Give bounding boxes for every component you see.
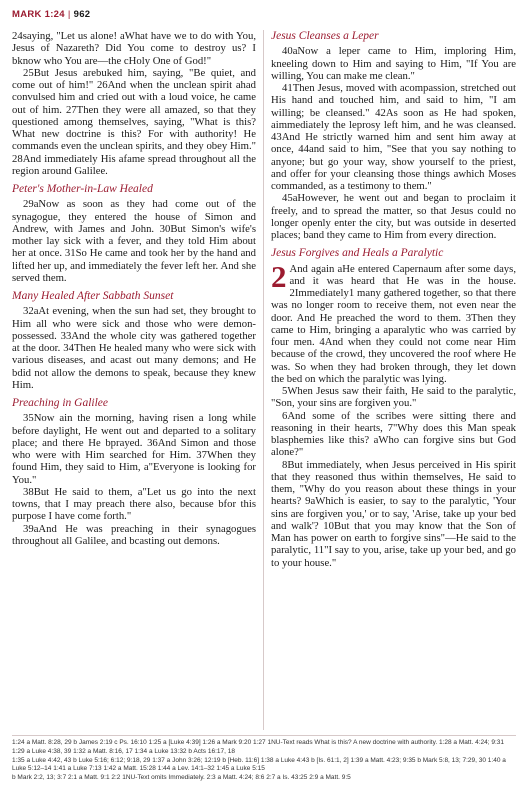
section-heading: Preaching in Galilee [12, 397, 109, 409]
verse-paragraph: 8But immediately, when Jesus perceived in His spirit that they reasoned thus within themselves, He said to them, "Why do you reason about these things in your hearts? 9aWhich is easier, to say to the paralytic, 'Your sins are forgiven you,' or to say, 'Arise, take up your bed and walk'? 10But that you may know that the Son of Man has power on earth to forgive sins"—He said to the paralytic, 11"I say to you, arise, take up your bed, and go to your house." [271, 458, 516, 569]
footnote-line: 1:24 a Matt. 8:28, 29 b James 2:19 c Ps. 16:10 1:25 a [Luke 4:39] 1:26 a Mark 9:20 1:27 1NU-Text reads What is this? A new doctrine with authority. 1:28 a Matt. 4:24; 9:31 1:29 a Luke 4:38, 39 1:32 a Matt. 8:16, 17 1:34 a Luke 13:32 b Acts 16:17, 18 [12, 739, 504, 755]
column-divider [263, 30, 264, 730]
verse-paragraph: 32aAt evening, when the sun had set, they brought to Him all who were sick and those who were demon-possessed. 33And the whole city was gathered together at the door. 34Then He healed many who were sick with various diseases, and acast out many demons; and He bdid not allow the demons to speak, because they knew Him. [12, 305, 256, 391]
chapter-number: 2 [271, 258, 287, 294]
footnote-line: b Mark 2:2, 13; 3:7 2:1 a Matt. 9:1 2:2 1NU-Text omits Immediately. 2:3 a Matt. 4:24; 8:6 2:7 a Is. 43:25 2:9 a Matt. 9:5 [12, 774, 351, 782]
verse-paragraph: 41Then Jesus, moved with acompassion, stretched out His hand and touched him, and said to him, "I am willing; be cleansed." 42As soon as He had spoken, aimmediately the leprosy left him, and he was cleansed. 43And He strictly warned him and sent him away at once, 44and said to him, "See that you say nothing to anyone; but go your way, show yourself to the priest, and offer for your cleansing those things awhich Moses commanded, as a testimony to them." [271, 82, 516, 192]
verse-paragraph: 25But Jesus arebuked him, saying, "Be quiet, and come out of him!" 26And when the unclean spirit ahad convulsed him and cried out with a loud voice, he came out of him. 27Then they were all amazed, so that they questioned among themselves, saying, "What is this? What new doctrine is this? For with authority! He commands even the unclean spirits, and they obey Him." 28And immediately His afame spread throughout all the region around Galilee. [12, 66, 256, 177]
left-column [12, 30, 256, 547]
footnotes [12, 739, 516, 783]
verse-paragraph: 39aAnd He was preaching in their synagogues throughout all Galilee, and bcasting out demons. [12, 522, 256, 547]
page-number: 962 [73, 9, 91, 20]
running-head [12, 9, 90, 20]
verse-paragraph: 24saying, "Let us alone! aWhat have we to do with You, Jesus of Nazareth? Did You come to destroy us? I bknow who You are—the cHoly One of God!" [12, 30, 256, 67]
verse-paragraph: 40aNow a leper came to Him, imploring Him, kneeling down to Him and saying to Him, "If You are willing, You can make me clean." [271, 45, 516, 82]
section-heading: Peter's Mother-in-Law Healed [12, 183, 153, 195]
chapter-opening-text: And again aHe entered Capernaum after some days, and it was heard that He was in the house. 2Immediately1 many gathered together, so that there was no longer room to receive them, not even near the door. And He preached the word to them. 3Then they came to Him, bringing a aparalytic who was carried by four men. 4And when they could not come near Him because of the crowd, they uncovered the roof where He was. So when they had broken through, they let down the bed on which the paralytic was lying. [271, 262, 516, 385]
verse-paragraph: 29aNow as soon as they had come out of the synagogue, they entered the house of Simon and Andrew, with James and John. 30But Simon's wife's mother lay sick with a fever, and they told Him about her at once. 31So He came and took her by the hand and lifted her up, and immediately the fever left her. And she served them. [12, 198, 256, 284]
footnote-divider [12, 735, 516, 736]
separator: | [67, 9, 71, 20]
section-heading: Jesus Cleanses a Leper [271, 30, 379, 42]
verse-paragraph: 6And some of the scribes were sitting there and reasoning in their hearts, 7"Why does this Man speak blasphemies like this? aWho can forgive sins but God alone?" [271, 409, 516, 459]
footnote-line: 1:35 a Luke 4:42, 43 b Luke 5:16; 6:12; 9:18, 29 1:37 a John 3:26; 12:19 b [Heb. 11:6] 1:38 a Luke 4:43 b [Is. 61:1, 2] 1:39 a Matt. 4:23; 9:35 b Mark 5:8, 13; 7:29, 30 1:40 a Luke 5:12–14 1:41 a Luke 7:13 1:42 a Matt. 15:28 1:44 a Lev. 14:1–32 1:45 a Luke 5:15 [12, 756, 506, 773]
book-reference: MARK 1:24 [12, 9, 65, 20]
verse-paragraph: 5When Jesus saw their faith, He said to the paralytic, "Son, your sins are forgiven you." [271, 385, 516, 410]
section-heading: Many Healed After Sabbath Sunset [12, 290, 174, 302]
verse-paragraph [271, 258, 516, 386]
section-heading: Jesus Forgives and Heals a Paralytic [271, 247, 444, 260]
right-column [271, 30, 516, 569]
verse-paragraph: 38But He said to them, a"Let us go into the next towns, that I may preach there also, because bfor this purpose I have come forth." [12, 485, 256, 523]
verse-paragraph: 35Now ain the morning, having risen a long while before daylight, He went out and departed to a solitary place; and there He bprayed. 36And Simon and those who were with Him searched for Him. 37When they found Him, they said to Him, a"Everyone is looking for You." [12, 412, 256, 486]
verse-paragraph: 45aHowever, he went out and began to proclaim it freely, and to spread the matter, so that Jesus could no longer openly enter the city, but was outside in deserted places; band they came to Him from every direction. [271, 192, 516, 241]
